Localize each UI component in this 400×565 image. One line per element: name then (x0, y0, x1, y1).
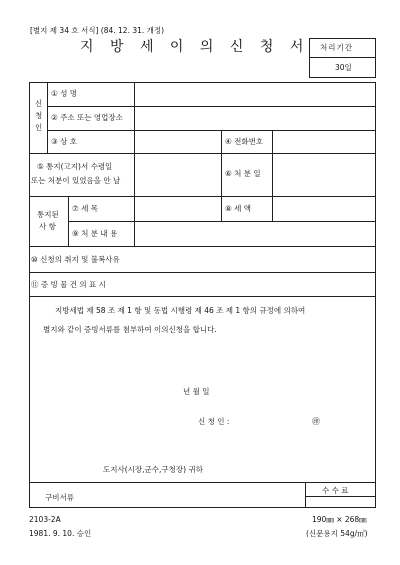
evidence-label: ⑪ 증 빙 물 건 의 표 시 (31, 280, 106, 289)
disposition-content-label: ⑨ 처 분 내 용 (72, 229, 118, 238)
trade-name-label: ③ 상 호 (51, 137, 77, 146)
notice-receipt-label-1: ⑤ 통지(고지)서 수령일 (37, 162, 113, 171)
applicant-sign-label: 신 청 인 : (198, 417, 230, 426)
disposition-date-label: ⑥ 처 분 일 (225, 169, 261, 178)
footer-size: 190㎜ × 268㎜ (312, 515, 367, 524)
phone-label: ④ 전화번호 (225, 137, 264, 146)
tax-item-label: ⑦ 세 목 (72, 204, 98, 213)
processing-period-label: 처리기간 (320, 43, 353, 52)
name-label: ① 성 명 (51, 89, 77, 98)
fee-label: 수 수 료 (322, 486, 349, 495)
applicant-label-1: 신 (35, 99, 43, 108)
footer-paper: (신문용지 54g/㎡) (306, 529, 368, 538)
statement-line-2: 별지와 같이 증빙서류를 첨부하여 이의신청을 합니다. (43, 325, 217, 334)
processing-period-value: 30일 (335, 63, 352, 72)
applicant-label-2: 청 (35, 111, 43, 120)
form-number: [별지 제 34 호 서식] (84. 12. 31. 개정) (30, 26, 165, 35)
form-title: 지 방 세 이 의 신 청 서 (80, 39, 310, 55)
application-purpose-label: ⑩ 신청의 취지 및 불복사유 (31, 255, 120, 264)
applicant-label-3: 인 (35, 123, 43, 132)
addressee: 도지사(시장,군수,구청장) 귀하 (103, 465, 203, 474)
notice-items-label-2: 사 항 (39, 222, 56, 231)
footer-approval-date: 1981. 9. 10. 승인 (29, 529, 92, 538)
form-frame (29, 82, 376, 508)
statement-line-1: 지방세법 제 58 조 제 1 항 및 동법 시행령 제 46 조 제 1 항의 규정에 의하여 (55, 306, 306, 315)
footer-code: 2103-2A (29, 515, 61, 524)
attachments-label: 구비서류 (45, 493, 74, 502)
tax-amount-label: ⑧ 세 액 (225, 204, 251, 213)
seal-icon: ㊞ (312, 417, 320, 426)
address-label: ② 주소 또는 영업장소 (51, 113, 123, 122)
notice-items-label-1: 통지된 (37, 210, 59, 219)
date-line: 년 월 일 (183, 387, 210, 396)
notice-receipt-label-2: 또는 처분이 있었음을 안 날 (31, 176, 121, 185)
